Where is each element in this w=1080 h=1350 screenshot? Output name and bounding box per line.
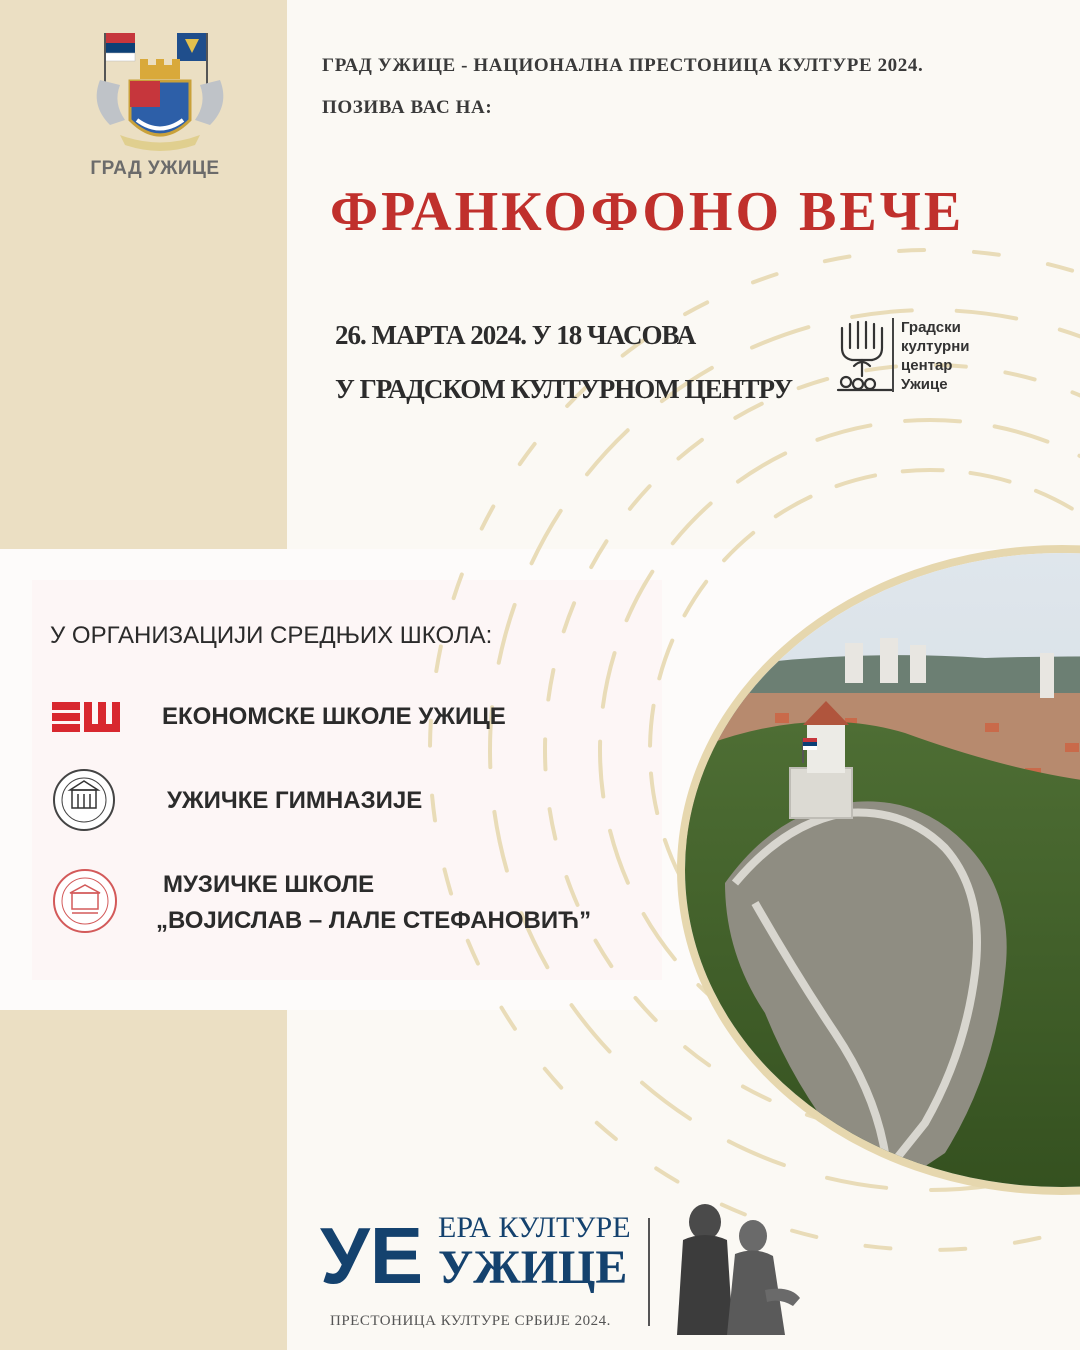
cultural-center-name (901, 318, 970, 394)
organization-heading: У ОРГАНИЗАЦИЈИ СРЕДЊИХ ШКОЛА: (50, 622, 493, 649)
school-economic: ЕКОНОМСКЕ ШКОЛЕ УЖИЦЕ (162, 703, 506, 730)
cultural-center-line: Градски (901, 319, 961, 336)
school-gymnasium: УЖИЧКЕ ГИМНАЗИЈЕ (167, 787, 423, 814)
economic-school-logo-icon (50, 700, 124, 734)
cultural-center-line: Ужице (901, 376, 948, 393)
era-subtitle: ПРЕСТОНИЦА КУЛТУРЕ СРБИЈЕ 2024. (330, 1313, 611, 1329)
cultural-center-line: центар (901, 357, 953, 374)
school-music-line-1: МУЗИЧКЕ ШКОЛЕ (163, 871, 375, 898)
cultural-center-line: културни (901, 338, 970, 355)
era-of-culture-logo-icon (320, 1205, 640, 1330)
era-top-text: ЕРА КУЛТУРЕ (438, 1211, 631, 1244)
event-title: ФРАНКОФОНО ВЕЧЕ (330, 181, 965, 243)
school-music-line-2: „ВОЈИСЛАВ – ЛАЛЕ СТЕФАНОВИЋ” (156, 907, 592, 934)
header-line-2: ПОЗИВА ВАС НА: (322, 97, 493, 118)
music-school-seal-icon (52, 868, 118, 934)
era-monogram: УЕ (320, 1211, 424, 1300)
cultural-center-logo-icon (836, 318, 898, 394)
city-name: ГРАД УЖИЦЕ (90, 158, 220, 179)
statues-icon (665, 1200, 805, 1335)
city-coat-of-arms-icon (85, 25, 235, 165)
event-venue: У ГРАДСКОМ КУЛТУРНОМ ЦЕНТРУ (335, 374, 793, 404)
era-divider (648, 1218, 650, 1326)
era-city-text: УЖИЦЕ (438, 1241, 628, 1294)
event-date: 26. МАРТА 2024. У 18 ЧАСОВА (335, 320, 696, 350)
header-line-1: ГРАД УЖИЦЕ - НАЦИОНАЛНА ПРЕСТОНИЦА КУЛТУРЕ 2024. (322, 55, 924, 76)
cultural-center-divider (892, 318, 894, 392)
gymnasium-seal-icon (52, 768, 116, 832)
